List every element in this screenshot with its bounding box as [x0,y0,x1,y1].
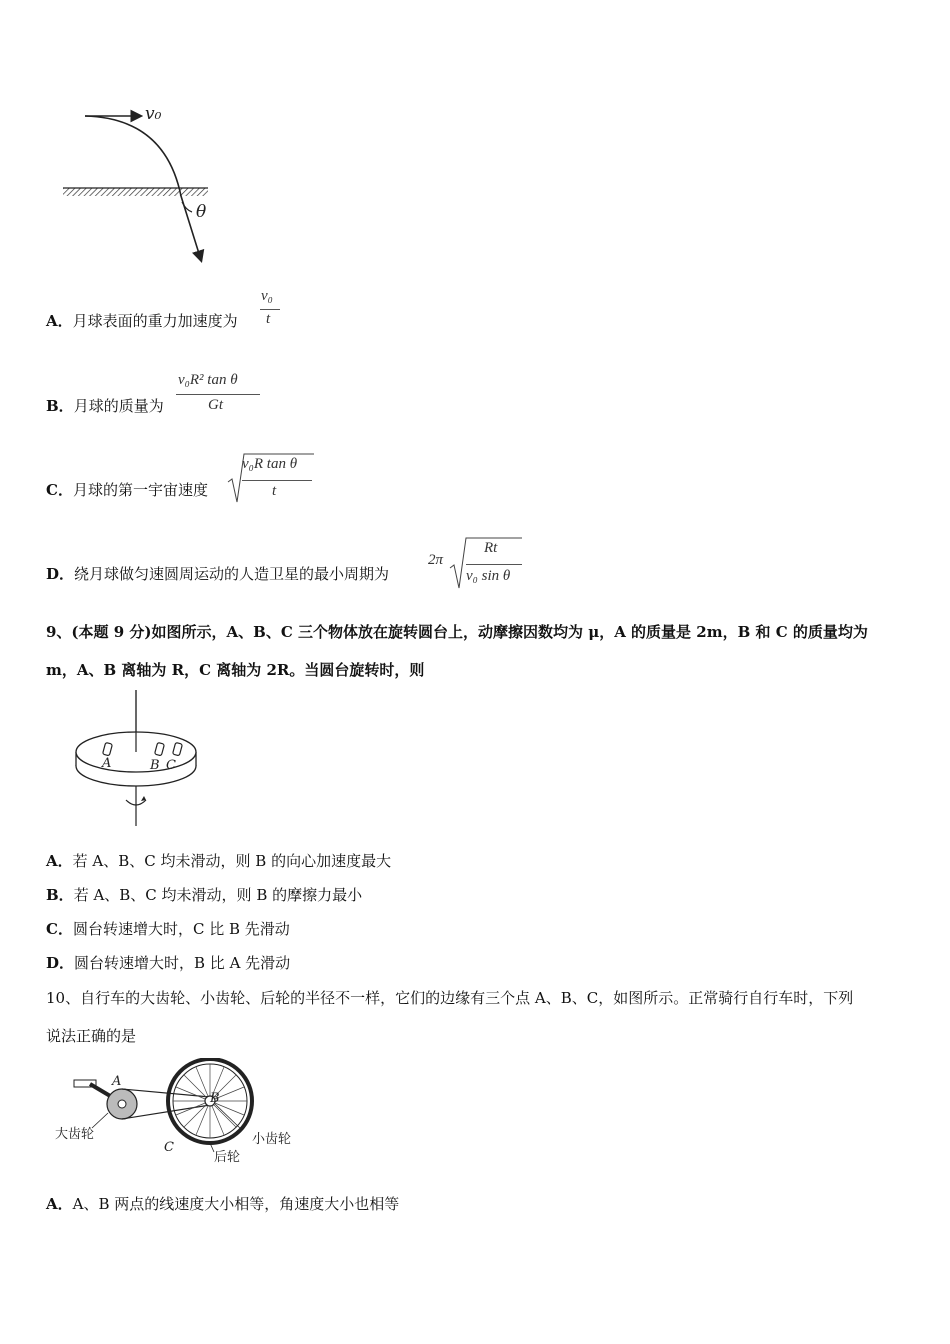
option-text: 若 A、B、C 均未滑动，则 B 的向心加速度最大 [72,852,392,870]
option-text: 圆台转速增大时，B 比 A 先滑动 [74,954,291,972]
point-b-label: B [210,1091,220,1106]
point-c-label: C [164,1140,174,1155]
formula-numerator: v₀R tan θ [242,456,298,472]
option-letter: D． [46,954,75,972]
formula-denominator: t [272,483,277,499]
q10-option-a [46,1194,399,1214]
q9-option-b [46,885,362,905]
option-text: 月球的质量为 [73,397,164,415]
big-gear-label: 大齿轮 [55,1127,95,1142]
formula-denominator: v₀ sin θ [466,568,511,584]
formula-d-prefix: 2π [428,552,444,568]
q10-stem-line2: 说法正确的是 [46,1027,137,1045]
option-text: A、B 两点的线速度大小相等，角速度大小也相等 [72,1195,400,1213]
bicycle-gear-figure [50,1058,310,1168]
option-letter: A． [46,312,73,330]
formula-numerator: v₀ [261,288,273,304]
v0-label: v₀ [145,104,162,124]
rear-wheel-label: 后轮 [214,1150,241,1165]
option-a [46,311,238,331]
q9-option-c [46,919,290,939]
option-b [46,396,164,416]
point-a-label: A [112,1074,122,1089]
option-text: 若 A、B、C 均未滑动，则 B 的摩擦力最小 [73,886,363,904]
option-letter: B． [46,397,74,415]
option-text: 月球的第一宇宙速度 [72,481,208,499]
label-c: C [166,758,176,773]
formula-a [258,288,282,334]
label-a: A [102,756,112,771]
small-gear-label: 小齿轮 [252,1132,292,1147]
option-letter: A． [46,852,73,870]
formula-numerator: v₀R² tan θ [178,372,238,388]
theta-label: θ [196,202,207,222]
turntable-figure [60,688,220,828]
option-letter: B． [46,886,74,904]
option-text: 圆台转速增大时，C 比 B 先滑动 [72,920,290,938]
formula-d [464,540,524,590]
q9-stem-line1: 9、(本题 9 分)如图所示，A、B、C 三个物体放在旋转圆台上，动摩擦因数均为 μ，A 的质量是 2m，B 和 C 的质量均为 [46,623,868,641]
option-text: 绕月球做匀速圆周运动的人造卫星的最小周期为 [74,565,390,583]
q9-stem-line2: m，A、B 离轴为 R，C 离轴为 2R。当圆台旋转时，则 [46,661,425,679]
formula-b [174,370,264,418]
option-text: 月球表面的重力加速度为 [72,312,238,330]
formula-c [240,456,314,504]
q9-option-a [46,851,391,871]
formula-denominator: Gt [208,397,223,413]
projectile-figure [55,100,225,270]
q9-option-d [46,953,290,973]
option-d [46,564,389,584]
ground-hatch [63,188,208,196]
label-b: B [150,758,160,773]
option-letter: D． [46,565,75,583]
option-letter: C． [46,920,73,938]
q10-stem-line1: 10、自行车的大齿轮、小齿轮、后轮的半径不一样，它们的边缘有三个点 A、B、C，如图所示。正常骑行自行车时，下列 [46,989,854,1007]
formula-numerator: Rt [484,540,498,556]
option-letter: C． [46,481,73,499]
formula-denominator: t [266,311,271,327]
option-letter: A． [46,1195,73,1213]
option-c [46,480,208,500]
